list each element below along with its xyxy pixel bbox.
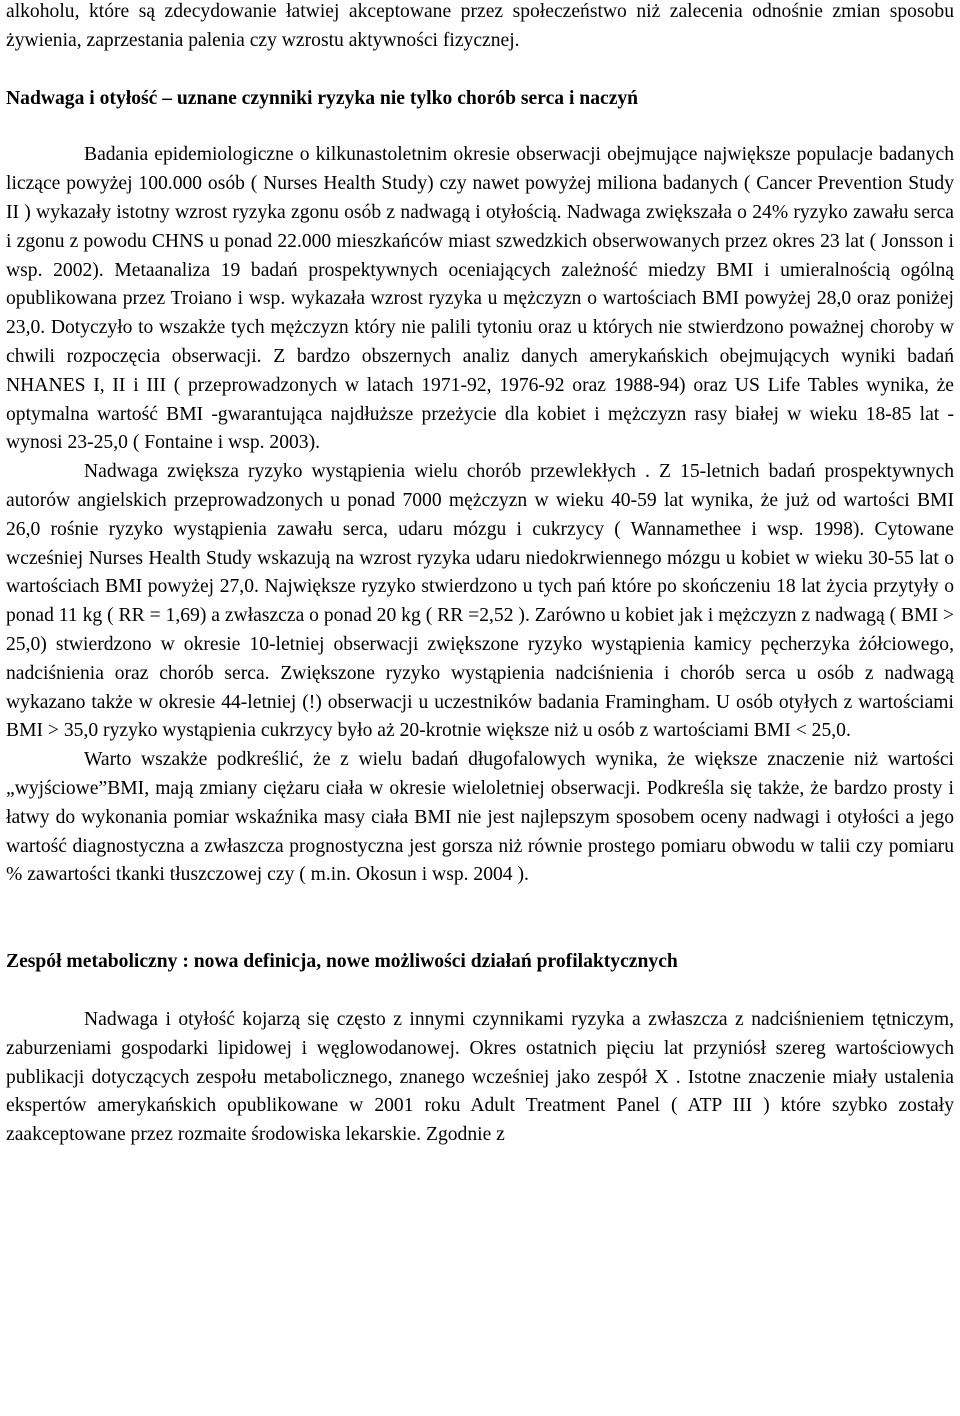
paragraph-metabolic-syndrome: Nadwaga i otyłość kojarzą się często z innymi czynnikami ryzyka a zwłaszcza z nadciśnieniem tętniczym, zaburzeniami gospodarki lipidowej i węglowodanowej. Okres ostatnich pięciu lat przyniósł szereg wartościowych publikacji dotyczących zespołu metabolicznego, znanego wcześniej jako zespół X . Istotne znaczenie miały ustalenia ekspertów amerykańskich opublikowane w 2001 roku Adult Treatment Panel ( ATP III ) które szybko zostały zaakceptowane przez rozmaite środowiska lekarskie. Zgodnie z bbox=[6, 1008, 954, 1146]
spacer bbox=[6, 113, 954, 141]
paragraph-bmi-changes: Warto wszakże podkreślić, że z wielu badań długofalowych wynika, że większe znaczenie niż wartości „wyjściowe”BMI, mają zmiany ciężaru ciała w okresie wieloletniej obserwacji. Podkreśla się także, że bardzo prosty i łatwy do wykonania pomiar wskaźnika masy ciała BMI nie jest najlepszym sposobem oceny nadwagi i otyłości a jego wartość diagnostyczna a zwłaszcza prognostyczna jest gorsza niż równie prostego pomiaru obwodu w talii czy pomiaru % zawartości tkanki tłuszczowej czy ( m.in. Okosun i wsp. 2004 ). bbox=[6, 749, 954, 886]
spacer bbox=[6, 890, 954, 948]
section-heading-metabolic-syndrome: Zespół metaboliczny : nowa definicja, nowe możliwości działań profilaktycznych bbox=[6, 951, 678, 973]
spacer bbox=[6, 977, 954, 1006]
section-heading-overweight: Nadwaga i otyłość – uznane czynniki ryzyka nie tylko chorób serca i naczyń bbox=[6, 87, 639, 109]
paragraph-chronic-diseases: Nadwaga zwiększa ryzyko wystąpienia wielu chorób przewlekłych . Z 15-letnich badań prospektywnych autorów angielskich przeprowadzonych u ponad 7000 mężczyzn w wieku 40-59 lat wynika, że już od wartości BMI 26,0 rośnie ryzyko wystąpienia zawału serca, udaru mózgu i cukrzycy ( Wannamethee i wsp. 1998). Cytowane wcześniej Nurses Health Study wskazują na wzrost ryzyka udaru niedokrwiennego mózgu u kobiet w wieku 30-55 lat o wartościach BMI powyżej 27,0. Największe ryzyko stwierdzono u tych pań które po skończeniu 18 lat życia przytyły o ponad 11 kg ( RR = 1,69) a zwłaszcza o ponad 20 kg ( RR =2,52 ). Zarówno u kobiet jak i mężczyzn z nadwagą ( BMI > 25,0) stwierdzono w okresie 10-letniej obserwacji zwiększone ryzyko wystąpienia kamicy pęcherzyka żółciowego, nadciśnienia oraz chorób serca. Zwiększone ryzyko wystąpienia nadciśnienia i chorób serca u osób z nadwagą wykazano także w okresie 44-letniej (!) obserwacji u uczestników badania Framingham. U osób otyłych z wartościami BMI > 35,0 ryzyko wystąpienia cukrzycy było aż 20-krotnie większe niż u osób z wartościami BMI < 25,0. bbox=[6, 461, 954, 742]
paragraph-epidemiology: Badania epidemiologiczne o kilkunastoletnim okresie obserwacji obejmujące największe populacje badanych liczące powyżej 100.000 osób ( Nurses Health Study) czy nawet powyżej miliona badanych ( Cancer Prevention Study II ) wykazały istotny wzrost ryzyka zgonu osób z nadwagą i otyłością. Nadwaga zwiększała o 24% ryzyko zawału serca i zgonu z powodu CHNS u ponad 22.000 mieszkańców miast szwedzkich obserwowanych przez okres 23 lat ( Jonsson i wsp. 2002). Metaanaliza 19 badań prospektywnych oceniających zależność miedzy BMI i umieralnością ogólną opublikowana przez Troiano i wsp. wykazała wzrost ryzyka u mężczyzn o wartościach BMI powyżej 28,0 oraz poniżej 23,0. Dotyczyło to wszakże tych mężczyzn który nie palili tytoniu oraz u których nie stwierdzono poważnej choroby w chwili rozpoczęcia obserwacji. Z bardzo obszernych analiz danych amerykańskich obejmujących wyniki badań NHANES I, II i III ( przeprowadzonych w latach 1971-92, 1976-92 oraz 1988-94) oraz US Life Tables wynika, że optymalna wartość BMI -gwarantująca najdłuższe przeżycie dla kobiet i mężczyzn rasy białej w wieku 18-85 lat - wynosi 23-25,0 ( Fontaine i wsp. 2003). bbox=[6, 144, 954, 454]
continued-paragraph: alkoholu, które są zdecydowanie łatwiej akceptowane przez społeczeństwo niż zalecenia odnośnie zmian sposobu żywienia, zaprzestania palenia czy wzrostu aktywności fizycznej. bbox=[6, 1, 954, 51]
spacer bbox=[6, 56, 954, 85]
